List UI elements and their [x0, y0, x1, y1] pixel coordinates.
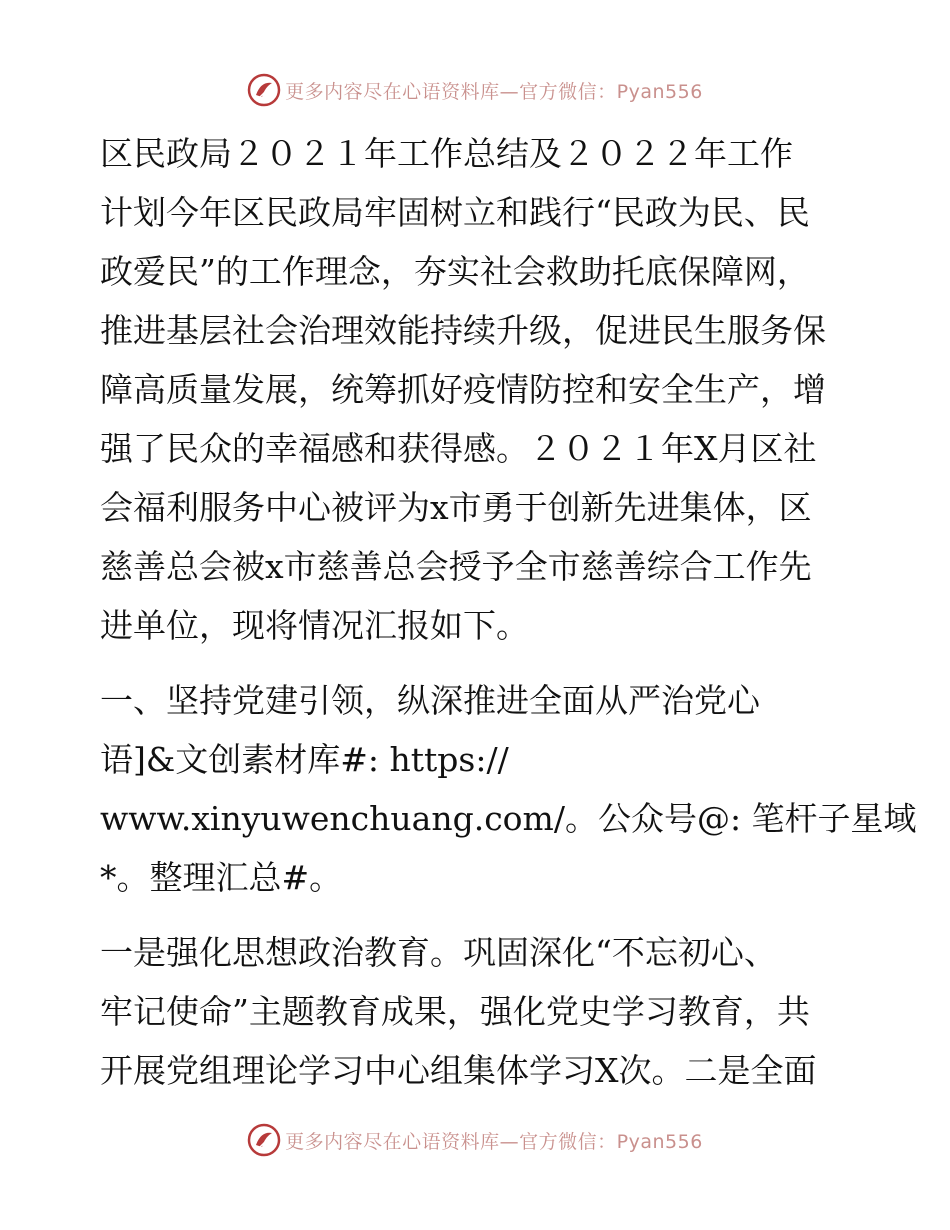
text-line: 语]&文创素材库#: https://: [100, 740, 509, 779]
text-line: *。整理汇总#。: [100, 858, 343, 897]
text-line: 强了民众的幸福感和获得感。２０２１年X月区社: [100, 429, 817, 468]
paragraph-section-one: [100, 671, 917, 907]
text-line: 障高质量发展，统筹抓好疫情防控和安全生产，增: [100, 370, 826, 409]
text-line: 政爱民”的工作理念，夯实社会救助托底保障网，: [100, 252, 810, 291]
text-line: 区民政局２０２１年工作总结及２０２２年工作: [100, 134, 793, 173]
banner-text: 更多内容尽在心语资料库—官方微信：Pyan556: [285, 80, 703, 103]
text-line: www.xinyuwenchuang.com/。公众号@: 笔杆子星域: [100, 799, 917, 838]
text-line: 推进基层社会治理效能持续升级，促进民生服务保: [100, 311, 826, 350]
text-line: 会福利服务中心被评为x市勇于创新先进集体，区: [100, 488, 812, 527]
text-line: 一、坚持党建引领，纵深推进全面从严治党心: [100, 681, 760, 720]
text-line: 计划今年区民政局牢固树立和践行“民政为民、民: [100, 193, 810, 232]
header-banner: [0, 70, 950, 110]
logo-icon: [247, 1123, 281, 1157]
logo-icon: [247, 73, 281, 107]
text-line: 开展党组理论学习中心组集体学习X次。二是全面: [100, 1051, 817, 1090]
paragraph-intro: [100, 124, 860, 655]
text-line: 进单位，现将情况汇报如下。: [100, 606, 529, 645]
text-line: 一是强化思想政治教育。巩固深化“不忘初心、: [100, 933, 777, 972]
document-body: [100, 124, 917, 1100]
paragraph-point-one: [100, 923, 860, 1100]
text-line: 慈善总会被x市慈善总会授予全市慈善综合工作先: [100, 547, 812, 586]
footer-banner: [0, 1120, 950, 1160]
banner-text: 更多内容尽在心语资料库—官方微信：Pyan556: [285, 1130, 703, 1153]
text-line: 牢记使命”主题教育成果，强化党史学习教育，共: [100, 992, 810, 1031]
